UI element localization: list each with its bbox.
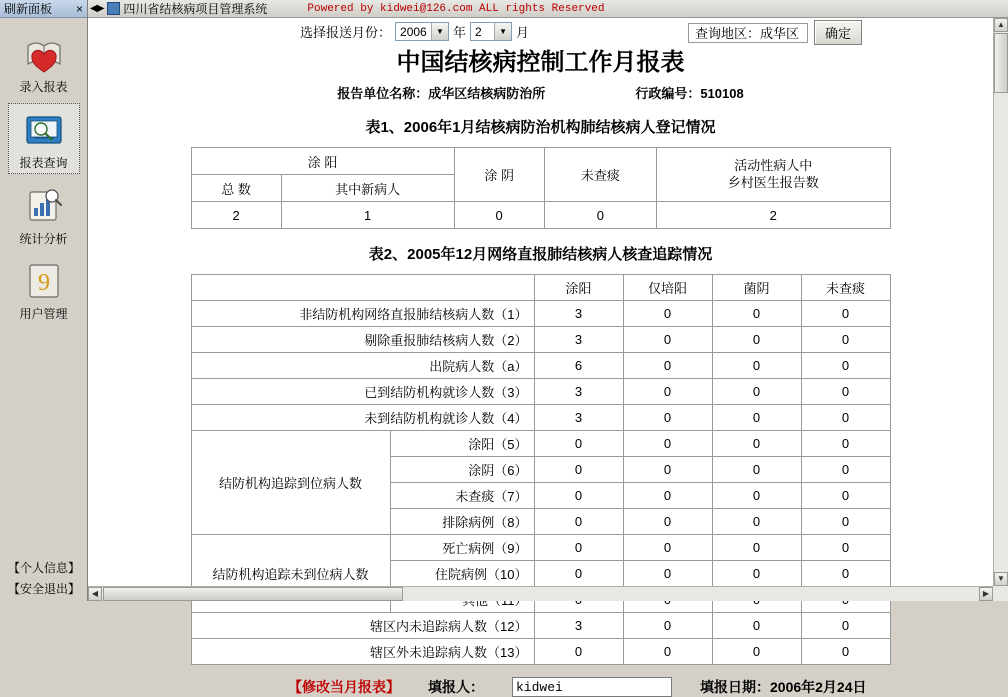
table2-cell: 0 [801,457,890,483]
content-pane [88,18,1008,695]
report-date [700,677,867,697]
year-select[interactable] [395,22,449,41]
table-row [191,353,890,379]
close-icon[interactable]: × [75,1,83,16]
table2-header-blank [191,275,534,301]
scrollbar-corner [993,586,1008,601]
year-select-value: 2006 [400,24,427,39]
table-row [191,327,890,353]
sidebar-item-statistics[interactable] [8,180,80,249]
table1-value-total: 2 [191,202,281,229]
window-titlebar [88,0,1008,18]
table1-header-smear-negative: 涂 阴 [454,148,544,202]
table2-cell: 3 [534,301,623,327]
personal-info-link[interactable]: 【个人信息】 [7,561,80,575]
modify-current-month-link[interactable]: 【修改当月报表】 [288,679,400,695]
table2-row-label: 未查痰（7） [390,483,534,509]
table2-group-label: 结防机构追踪未到位病人数 [191,535,390,613]
scroll-down-button[interactable]: ▼ [994,572,1008,586]
table2-cell: 0 [623,301,712,327]
table-row [191,535,890,561]
powered-by-text: Powered by kidwei@126.com ALL rights Reserved [307,2,605,15]
table-2 [191,274,891,665]
table-row [191,202,890,229]
table2-row-label: 涂阴（6） [390,457,534,483]
table1-value-smear-negative: 0 [454,202,544,229]
table2-cell: 3 [534,613,623,639]
table1-subheader-total: 总 数 [191,175,281,202]
table2-cell: 0 [534,457,623,483]
table2-cell: 0 [712,405,801,431]
report-date-label: 填报日期： [700,679,770,695]
table2-cell: 0 [623,405,712,431]
scroll-right-button[interactable]: ▶ [979,587,993,601]
confirm-button[interactable]: 确定 [814,20,862,45]
filler-label: 填报人： [428,679,484,695]
nav-arrows-icon[interactable]: ◀▶ [90,3,104,14]
sidebar-item-entry[interactable] [8,28,80,97]
app-title: 四川省结核病项目管理系统 [123,2,268,16]
table2-cell: 0 [712,431,801,457]
table2-row-label: 涂阳（5） [390,431,534,457]
table2-cell: 0 [712,639,801,665]
table2-cell: 0 [801,379,890,405]
table2-header-no-sputum: 未查痰 [801,275,890,301]
sidebar-item-label: 录入报表 [19,80,68,94]
sidebar-item-report-query[interactable] [8,103,80,174]
table2-row-label: 死亡病例（9） [390,535,534,561]
report-unit-name: 报告单位名称：成华区结核病防治所 [337,86,546,101]
horizontal-scroll-thumb[interactable] [103,587,403,601]
table2-cell: 0 [712,327,801,353]
table-row [191,301,890,327]
vertical-scrollbar[interactable] [993,18,1008,586]
table2-row-label: 辖区内未追踪病人数（12） [191,613,534,639]
table2-cell: 0 [801,405,890,431]
sidebar-item-label: 用户管理 [19,307,68,321]
table1-value-village-reported: 2 [656,202,890,229]
month-select-value: 2 [475,24,482,39]
table2-row-label: 住院病例（10） [390,561,534,587]
table-row [191,639,890,665]
month-selector-group [300,22,529,41]
vertical-scroll-thumb[interactable] [994,33,1008,93]
table-row [191,275,890,301]
sidebar-bottom-links [0,557,88,599]
table2-cell: 0 [534,561,623,587]
table2-cell: 3 [534,327,623,353]
table-row [191,379,890,405]
report-toolbar [88,18,993,46]
table2-cell: 0 [712,561,801,587]
chevron-down-icon: ▼ [431,23,448,40]
table2-cell: 0 [712,301,801,327]
statistics-icon [22,184,66,228]
sidebar-items [0,18,87,324]
table1-header-village-reported: 活动性病人中 乡村医生报告数 [656,148,890,202]
table2-row-label: 出院病人数（a） [191,353,534,379]
sidebar-item-label: 统计分析 [19,232,68,246]
sidebar-item-user-management[interactable] [8,255,80,324]
table2-cell: 0 [623,639,712,665]
table2-cell: 0 [801,535,890,561]
report-admin-code: 行政编号：510108 [635,86,744,101]
table2-cell: 0 [801,353,890,379]
table2-header-smear-positive: 涂阳 [534,275,623,301]
table2-cell: 0 [623,457,712,483]
table2-cell: 0 [801,483,890,509]
table2-cell: 0 [623,379,712,405]
table2-row-label: 已到结防机构就诊人数（3） [191,379,534,405]
table2-cell: 0 [712,535,801,561]
heart-book-icon [22,32,66,76]
svg-text:9: 9 [37,270,50,296]
filler-input[interactable] [512,677,672,697]
table2-cell: 0 [534,535,623,561]
horizontal-scrollbar[interactable] [88,586,993,601]
table2-cell: 3 [534,405,623,431]
table-1 [191,147,891,229]
table2-cell: 0 [712,457,801,483]
month-select[interactable] [470,22,512,41]
table2-cell: 0 [801,509,890,535]
app-icon [107,2,120,15]
logout-link[interactable]: 【安全退出】 [7,582,80,596]
select-month-label: 选择报送月份： [300,25,392,40]
region-group [688,20,862,45]
table2-cell: 0 [623,613,712,639]
table-row [191,431,890,457]
table2-cell: 6 [534,353,623,379]
scroll-up-button[interactable]: ▲ [994,18,1008,32]
section2-title: 表2、2005年12月网络直报肺结核病人核查追踪情况 [368,246,713,263]
table2-cell: 0 [534,431,623,457]
table2-cell: 0 [623,561,712,587]
sidebar [0,0,88,601]
table1-header-no-sputum: 未查痰 [544,148,656,202]
table2-cell: 0 [801,327,890,353]
table2-cell: 0 [712,379,801,405]
chevron-down-icon: ▼ [494,23,511,40]
scroll-left-button[interactable]: ◀ [88,587,102,601]
table2-cell: 0 [712,483,801,509]
report-meta [88,83,993,102]
user-manage-icon [22,259,66,303]
table-row [191,405,890,431]
table2-cell: 3 [534,379,623,405]
report-canvas [88,18,993,695]
table2-cell: 0 [623,327,712,353]
table2-row-label: 辖区外未追踪病人数（13） [191,639,534,665]
table2-cell: 0 [712,509,801,535]
month-unit-label: 月 [516,25,530,40]
report-footer [88,677,993,697]
report-search-icon [22,108,66,152]
table2-cell: 0 [623,535,712,561]
table1-subheader-new-cases: 其中新病人 [281,175,454,202]
table2-cell: 0 [801,613,890,639]
table2-row-label: 剔除重报肺结核病人数（2） [191,327,534,353]
year-unit-label: 年 [453,25,467,40]
table2-cell: 0 [623,431,712,457]
table2-cell: 0 [801,431,890,457]
table2-cell: 0 [534,639,623,665]
table2-cell: 0 [712,613,801,639]
table2-cell: 0 [801,301,890,327]
table1-value-new-cases: 1 [281,202,454,229]
page-title: 中国结核病控制工作月报表 [396,50,685,76]
table2-cell: 0 [801,561,890,587]
main-area [88,0,1008,695]
table-row [191,613,890,639]
sidebar-header [0,0,87,18]
table2-row-label: 非结防机构网络直报肺结核病人数（1） [191,301,534,327]
report-date-value: 2006年2月24日 [770,679,867,695]
region-label: 查询地区：成华区 [688,23,808,43]
table2-group-label: 结防机构追踪到位病人数 [191,431,390,535]
table2-cell: 0 [623,483,712,509]
table-row [191,148,890,175]
table2-cell: 0 [712,353,801,379]
table1-header-smear-positive: 涂 阳 [191,148,454,175]
table2-header-culture-only: 仅培阳 [623,275,712,301]
table2-row-label: 未到结防机构就诊人数（4） [191,405,534,431]
table1-value-no-sputum: 0 [544,202,656,229]
sidebar-title: 刷新面板 [4,2,53,16]
table2-cell: 0 [623,509,712,535]
sidebar-item-label: 报表查询 [19,156,68,170]
table2-cell: 0 [534,509,623,535]
table2-row-label: 排除病例（8） [390,509,534,535]
table2-cell: 0 [623,353,712,379]
table2-cell: 0 [801,639,890,665]
section1-title: 表1、2006年1月结核病防治机构肺结核病人登记情况 [365,119,716,136]
table2-cell: 0 [534,483,623,509]
table2-header-bacteria-negative: 菌阴 [712,275,801,301]
